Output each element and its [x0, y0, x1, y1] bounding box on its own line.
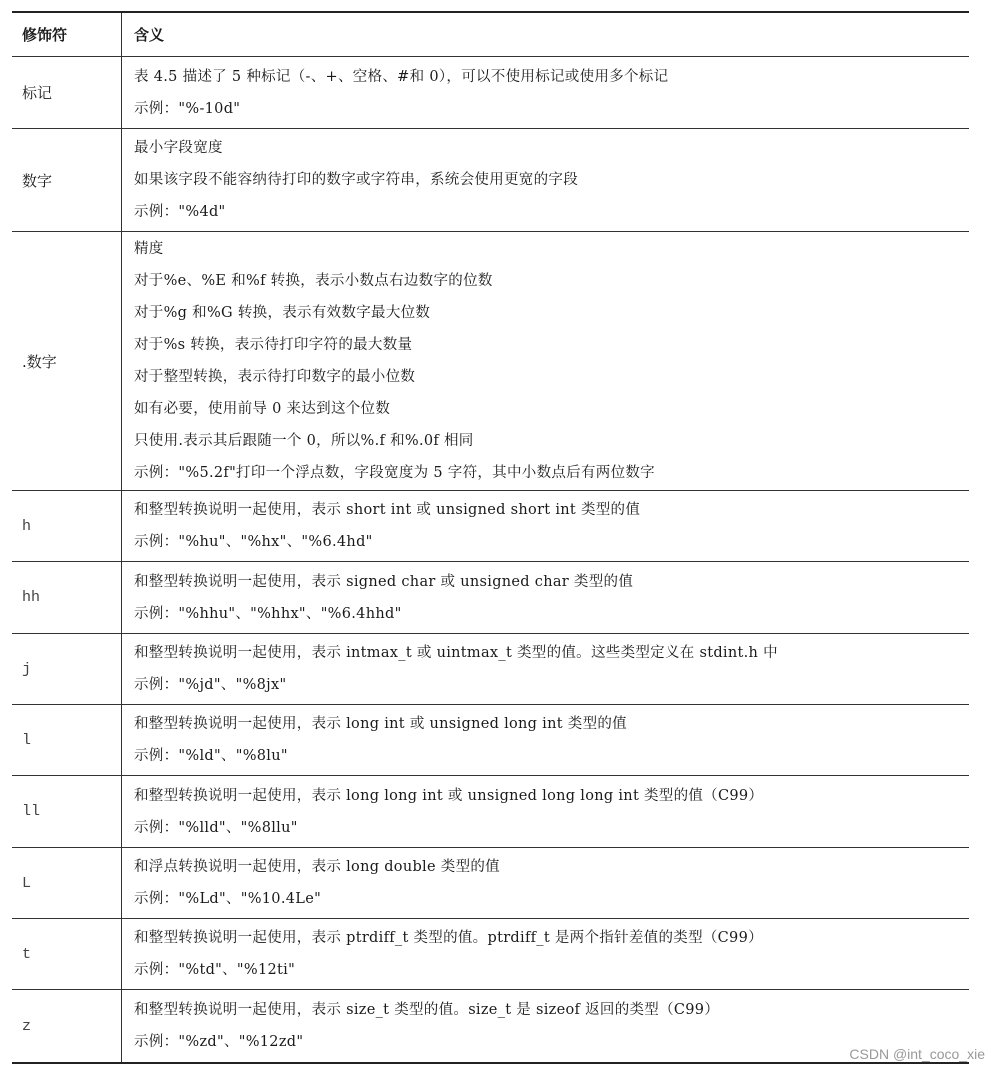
- meaning-cell: [122, 919, 969, 989]
- table-row: [12, 491, 969, 562]
- modifier-cell: L: [12, 848, 122, 918]
- meaning-cell: [122, 634, 969, 704]
- meaning-line: 最小字段宽度: [134, 140, 223, 156]
- table-body: [12, 57, 969, 1062]
- meaning-line: 示例："%hhu"、"%hhx"、"%6.4hhd": [134, 605, 402, 622]
- meaning-line: 只使用.表示其后跟随一个 0，所以%.f 和%.0f 相同: [134, 433, 474, 449]
- meaning-line: 示例："%Ld"、"%10.4Le": [134, 891, 322, 907]
- table-row: [12, 562, 969, 634]
- table-row: [12, 129, 969, 232]
- meaning-line: 和整型转换说明一起使用，表示 ptrdiff_t 类型的值。ptrdiff_t 是两个指针差值的类型（C99）: [134, 930, 763, 946]
- watermark: CSDN @int_coco_xie: [849, 1046, 985, 1062]
- meaning-cell: [122, 562, 969, 633]
- meaning-line: 和整型转换说明一起使用，表示 long long int 或 unsigned long long int 类型的值（C99）: [134, 787, 764, 804]
- meaning-line: 示例："%td"、"%12ti": [134, 962, 296, 978]
- meaning-line: 和整型转换说明一起使用，表示 intmax_t 或 uintmax_t 类型的值。这些类型定义在 stdint.h 中: [134, 645, 778, 661]
- meaning-line: 和整型转换说明一起使用，表示 short int 或 unsigned short int 类型的值: [134, 502, 641, 518]
- meaning-line: 对于%g 和%G 转换，表示有效数字最大位数: [134, 305, 431, 321]
- meaning-line: 精度: [134, 241, 164, 257]
- meaning-line: 示例："%lld"、"%8llu": [134, 819, 298, 836]
- table-row: [12, 232, 969, 491]
- meaning-cell: [122, 491, 969, 561]
- modifier-cell: t: [12, 919, 122, 989]
- meaning-line: 和整型转换说明一起使用，表示 long int 或 unsigned long int 类型的值: [134, 716, 627, 732]
- meaning-line: 示例："%ld"、"%8lu": [134, 748, 288, 764]
- modifier-table: [12, 11, 969, 1064]
- modifier-cell: l: [12, 705, 122, 775]
- meaning-cell: [122, 848, 969, 918]
- meaning-cell: [122, 990, 969, 1062]
- modifier-cell: ll: [12, 776, 122, 847]
- meaning-cell: [122, 705, 969, 775]
- table-row: [12, 990, 969, 1062]
- meaning-line: 对于%s 转换，表示待打印字符的最大数量: [134, 337, 413, 353]
- modifier-cell: h: [12, 491, 122, 561]
- modifier-cell: .数字: [12, 232, 122, 490]
- header-meaning: 含义: [134, 26, 165, 44]
- header-modifier: 修饰符: [12, 13, 122, 56]
- table-header-row: [12, 13, 969, 57]
- meaning-line: 和浮点转换说明一起使用，表示 long double 类型的值: [134, 859, 500, 875]
- modifier-cell: z: [12, 990, 122, 1062]
- table-row: [12, 919, 969, 990]
- meaning-line: 示例："%jd"、"%8jx": [134, 677, 287, 693]
- modifier-cell: 数字: [12, 129, 122, 231]
- meaning-line: 示例："%-10d": [134, 100, 241, 117]
- meaning-line: 示例："%zd"、"%12zd": [134, 1034, 304, 1050]
- meaning-line: 表 4.5 描述了 5 种标记（-、+、空格、#和 0），可以不使用标记或使用多个标记: [134, 68, 669, 85]
- meaning-line: 和整型转换说明一起使用，表示 signed char 或 unsigned char 类型的值: [134, 573, 634, 590]
- table-row: [12, 634, 969, 705]
- table-row: [12, 705, 969, 776]
- meaning-line: 如有必要，使用前导 0 来达到这个位数: [134, 401, 391, 417]
- modifier-cell: j: [12, 634, 122, 704]
- meaning-line: 示例："%5.2f"打印一个浮点数，字段宽度为 5 字符，其中小数点后有两位数字: [134, 465, 655, 481]
- meaning-cell: [122, 232, 969, 490]
- meaning-line: 示例："%4d": [134, 204, 226, 220]
- modifier-cell: hh: [12, 562, 122, 633]
- meaning-line: 和整型转换说明一起使用，表示 size_t 类型的值。size_t 是 sizeof 返回的类型（C99）: [134, 1002, 720, 1018]
- meaning-cell: [122, 129, 969, 231]
- meaning-line: 示例："%hu"、"%hx"、"%6.4hd": [134, 534, 373, 550]
- meaning-cell: [122, 57, 969, 128]
- meaning-line: 对于整型转换，表示待打印数字的最小位数: [134, 369, 416, 385]
- meaning-line: 如果该字段不能容纳待打印的数字或字符串，系统会使用更宽的字段: [134, 172, 578, 188]
- modifier-cell: 标记: [12, 57, 122, 128]
- table-row: [12, 776, 969, 848]
- meaning-line: 对于%e、%E 和%f 转换，表示小数点右边数字的位数: [134, 273, 493, 289]
- table-row: [12, 848, 969, 919]
- table-row: [12, 57, 969, 129]
- meaning-cell: [122, 776, 969, 847]
